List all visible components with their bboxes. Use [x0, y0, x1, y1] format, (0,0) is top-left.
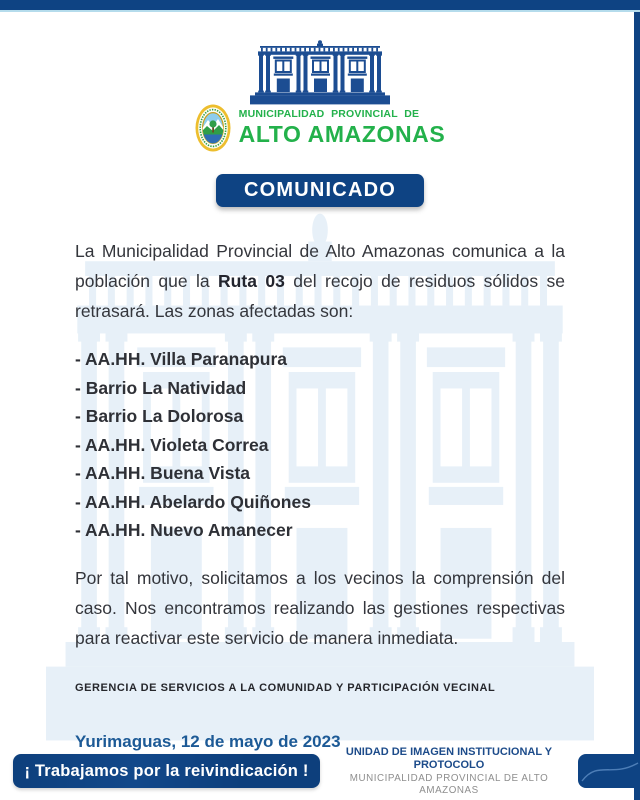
- zone-item: - Barrio La Natividad: [75, 377, 247, 398]
- unit-credit-line1: UNIDAD DE IMAGEN INSTITUCIONAL Y PROTOCOLO: [345, 746, 553, 771]
- intro-text-1: La Municipalidad Provincial de Alto Amazonas comunica a la población que la: [75, 241, 565, 291]
- unit-credit: [320, 746, 578, 796]
- corner-curve-icon: [578, 754, 640, 788]
- org-name-line1: MUNICIPALIDAD PROVINCIAL DE: [238, 108, 420, 120]
- route-highlight: Ruta 03: [218, 271, 285, 291]
- intro-text-2: del recojo de residuos sólidos se retrasará. Las zonas afectadas son:: [75, 271, 566, 321]
- org-name: [239, 108, 446, 148]
- header: [0, 0, 640, 152]
- zone-item: - AA.HH. Violeta Correa: [75, 434, 269, 455]
- content: [75, 236, 565, 752]
- signature-office: GERENCIA DE SERVICIOS A LA COMUNIDAD Y PARTICIPACIÓN VECINAL: [75, 681, 496, 694]
- intro-paragraph: [75, 236, 565, 326]
- zone-item: - AA.HH. Abelardo Quiñones: [75, 491, 311, 512]
- slogan-box: ¡ Trabajamos por la reivindicación !: [13, 754, 320, 788]
- palace-facade-illustration: [250, 40, 390, 108]
- zone-item: - AA.HH. Villa Paranapura: [75, 349, 288, 369]
- zone-item: - Barrio La Dolorosa: [75, 406, 244, 426]
- zone-item: - AA.HH. Buena Vista: [75, 463, 251, 483]
- comunicado-title-badge: COMUNICADO: [216, 174, 424, 207]
- closing-paragraph: Por tal motivo, solicitamos a los vecinos la comprensión del caso. Nos encontramos realizando las gestiones respectivas para reactivar este servicio de manera inmediata.: [75, 567, 565, 648]
- footer: [0, 746, 640, 796]
- unit-credit-line2: MUNICIPALIDAD PROVINCIAL DE ALTO AMAZONAS: [349, 773, 549, 796]
- dateline: Yurimaguas, 12 de mayo de 2023: [75, 731, 341, 751]
- top-border-bar: [0, 0, 640, 12]
- affected-zones-list: [75, 345, 565, 545]
- municipal-seal-logo: [195, 104, 231, 152]
- logo-row: [195, 104, 446, 152]
- corner-decoration: [578, 754, 640, 788]
- org-name-line2: ALTO AMAZONAS: [238, 121, 446, 147]
- zone-item: - AA.HH. Nuevo Amanecer: [75, 520, 293, 540]
